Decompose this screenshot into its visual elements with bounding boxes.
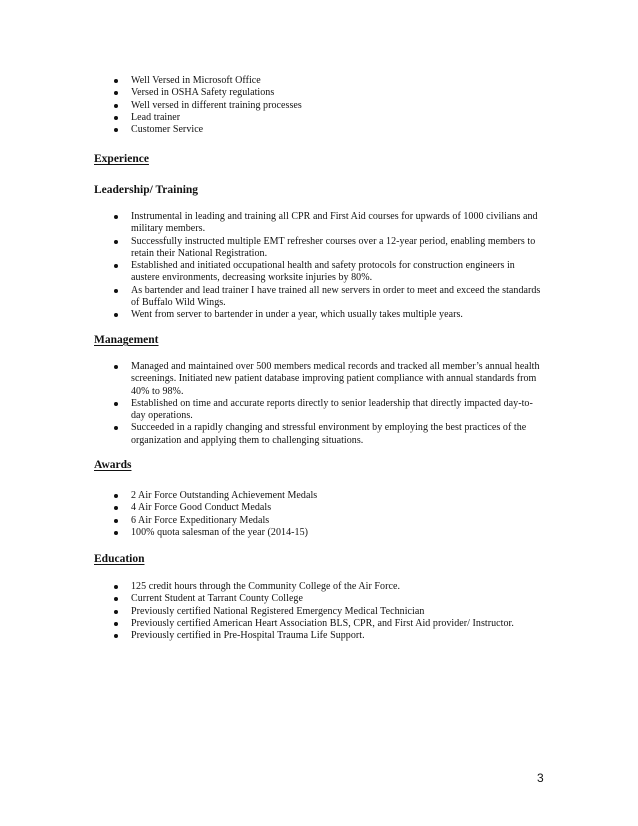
list-item: Current Student at Tarrant County College xyxy=(0,593,638,605)
list-item: Versed in OSHA Safety regulations xyxy=(0,87,638,99)
list-item: Managed and maintained over 500 members medical records and tracked all member’s annual health screenings. Initiated new patient database improving patient compliance with annual standards from 40% to 98%. xyxy=(0,361,638,398)
list-item: Well versed in different training processes xyxy=(0,100,638,112)
bullet-icon xyxy=(114,402,118,406)
list-item: 6 Air Force Expeditionary Medals xyxy=(0,515,638,527)
list-item: Instrumental in leading and training all CPR and First Aid courses for upwards of 1000 civilians and military members. xyxy=(0,211,638,236)
list-item: Previously certified in Pre-Hospital Trauma Life Support. xyxy=(0,630,638,642)
list-item: Previously certified National Registered Emergency Medical Technician xyxy=(0,606,638,618)
education-list xyxy=(0,581,638,642)
bullet-icon xyxy=(114,128,118,132)
management-list xyxy=(0,361,638,447)
bullet-icon xyxy=(114,104,118,108)
list-item: As bartender and lead trainer I have trained all new servers in order to meet and exceed the standards of Buffalo Wild Wings. xyxy=(0,285,638,310)
bullet-icon xyxy=(114,585,118,589)
bullet-icon xyxy=(114,289,118,293)
list-item: 100% quota salesman of the year (2014-15) xyxy=(0,527,638,539)
bullet-icon xyxy=(114,519,118,523)
bullet-icon xyxy=(114,79,118,83)
list-item: 125 credit hours through the Community College of the Air Force. xyxy=(0,581,638,593)
awards-heading: Awards xyxy=(94,459,132,471)
list-item: Established and initiated occupational health and safety protocols for construction engineers in austere environments, decreasing worksite injuries by 80%. xyxy=(0,260,638,285)
bullet-icon xyxy=(114,116,118,120)
bullet-icon xyxy=(114,240,118,244)
list-item: Customer Service xyxy=(0,124,638,136)
list-item: Lead trainer xyxy=(0,112,638,124)
bullet-icon xyxy=(114,91,118,95)
experience-heading: Experience xyxy=(94,153,149,165)
awards-list xyxy=(0,490,638,539)
bullet-icon xyxy=(114,506,118,510)
list-item: Previously certified American Heart Association BLS, CPR, and First Aid provider/ Instructor. xyxy=(0,618,638,630)
skills-list xyxy=(0,75,638,136)
list-item: Successfully instructed multiple EMT refresher courses over a 12-year period, enabling members to retain their National Registration. xyxy=(0,236,638,261)
list-item: 4 Air Force Good Conduct Medals xyxy=(0,502,638,514)
list-item: Succeeded in a rapidly changing and stressful environment by employing the best practices of the organization and applying them to challenging situations. xyxy=(0,422,638,447)
bullet-icon xyxy=(114,426,118,430)
list-item: Well Versed in Microsoft Office xyxy=(0,75,638,87)
bullet-icon xyxy=(114,494,118,498)
bullet-icon xyxy=(114,264,118,268)
bullet-icon xyxy=(114,597,118,601)
list-item: 2 Air Force Outstanding Achievement Medals xyxy=(0,490,638,502)
leadership-list xyxy=(0,211,638,322)
bullet-icon xyxy=(114,313,118,317)
list-item: Went from server to bartender in under a year, which usually takes multiple years. xyxy=(0,309,638,321)
education-heading: Education xyxy=(94,553,145,565)
leadership-heading: Leadership/ Training xyxy=(94,184,199,196)
bullet-icon xyxy=(114,215,118,219)
page-number: 3 xyxy=(537,771,544,785)
bullet-icon xyxy=(114,531,118,535)
bullet-icon xyxy=(114,365,118,369)
bullet-icon xyxy=(114,634,118,638)
bullet-icon xyxy=(114,610,118,614)
management-heading: Management xyxy=(94,334,159,346)
list-item: Established on time and accurate reports directly to senior leadership that directly impacted day-to-day operations. xyxy=(0,398,638,423)
bullet-icon xyxy=(114,622,118,626)
